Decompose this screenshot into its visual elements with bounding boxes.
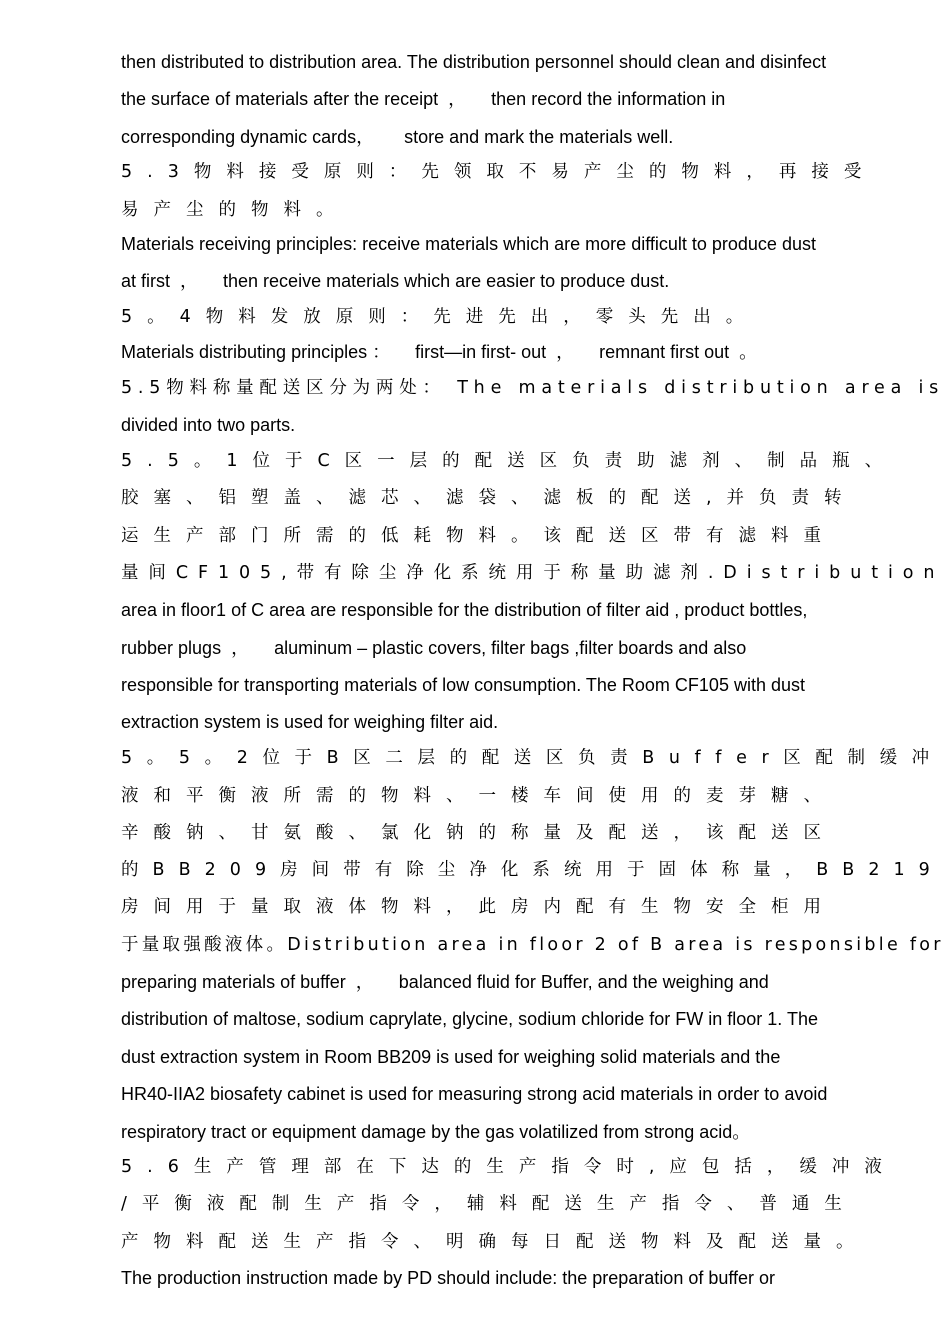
body-line: 于量取强酸液体。Distribution area in floor 2 of B area is responsible for [121, 935, 944, 955]
body-line: distribution of maltose, sodium caprylate, glycine, sodium chloride for FW in floor 1. The [121, 1009, 818, 1029]
body-line: 量间CF105,带有除尘净化系统用于称量助滤剂.Distribution [121, 563, 945, 583]
body-line: the surface of materials after the receipt ， then record the information in [121, 89, 726, 109]
body-line: dust extraction system in Room BB209 is used for weighing solid materials and the [121, 1047, 781, 1067]
section-heading-5-5-1: 5.5。1位于C区一层的配送区负责助滤剂、制品瓶、 [121, 451, 898, 471]
body-line: Materials receiving principles: receive materials which are more difficult to produce dust [121, 234, 816, 254]
body-line: 易产尘的物料。 [121, 200, 349, 220]
section-heading-5-3: 5.3物料接受原则：先领取不易产尘的物料，再接受 [121, 162, 877, 182]
body-line: 液和平衡液所需的物料、一楼车间使用的麦芽糖、 [121, 786, 836, 806]
section-heading-5-4: 5。4物料发放原则：先进先出，零头先出。 [121, 307, 759, 327]
body-line: 房间用于量取液体物料，此房内配有生物安全柜用 [121, 897, 836, 917]
section-heading-5-5-2: 5。5。2位于B区二层的配送区负责Buffer区配制缓冲 [121, 748, 944, 768]
body-line: /平衡液配制生产指令，辅料配送生产指令、普通生 [121, 1194, 857, 1214]
body-line: 的BB209房间带有除尘净化系统用于固体称量，BB219 [121, 860, 944, 880]
body-line: respiratory tract or equipment damage by the gas volatilized from strong acid。 [121, 1122, 751, 1142]
body-line: 运生产部门所需的低耗物料。该配送区带有滤料重 [121, 526, 836, 546]
body-line: area in floor1 of C area are responsible for the distribution of filter aid , product bottles, [121, 600, 808, 620]
body-line: The production instruction made by PD should include: the preparation of buffer or [121, 1268, 776, 1288]
section-heading-5-6: 5.6生产管理部在下达的生产指令时,应包括，缓冲液 [121, 1157, 897, 1177]
body-line: preparing materials of buffer ， balanced fluid for Buffer, and the weighing and [121, 972, 769, 992]
body-line: divided into two parts. [121, 415, 296, 435]
body-line: HR40-IIA2 biosafety cabinet is used for measuring strong acid materials in order to avoid [121, 1084, 828, 1104]
body-line: rubber plugs ， aluminum – plastic covers, filter bags ,filter boards and also [121, 638, 747, 658]
body-line: at first ， then receive materials which are easier to produce dust. [121, 271, 670, 291]
body-line: responsible for transporting materials of low consumption. The Room CF105 with dust [121, 675, 805, 695]
section-heading-5-5: 5.5物料称量配送区分为两处： The materials distribution area is [121, 378, 945, 398]
body-line: extraction system is used for weighing filter aid. [121, 712, 499, 732]
body-line: 产物料配送生产指令、明确每日配送物料及配送量。 [121, 1232, 869, 1252]
body-line: then distributed to distribution area. The distribution personnel should clean and disinfect [121, 52, 827, 72]
body-line: 胶塞、铝塑盖、滤芯、滤袋、滤板的配送,并负责转 [121, 488, 857, 508]
body-line: Materials distributing principles ： first—in first- out ， remnant first out 。 [121, 342, 758, 362]
body-line: corresponding dynamic cards， store and mark the materials well. [121, 127, 674, 147]
body-line: 辛酸钠、甘氨酸、氯化钠的称量及配送，该配送区 [121, 823, 836, 843]
